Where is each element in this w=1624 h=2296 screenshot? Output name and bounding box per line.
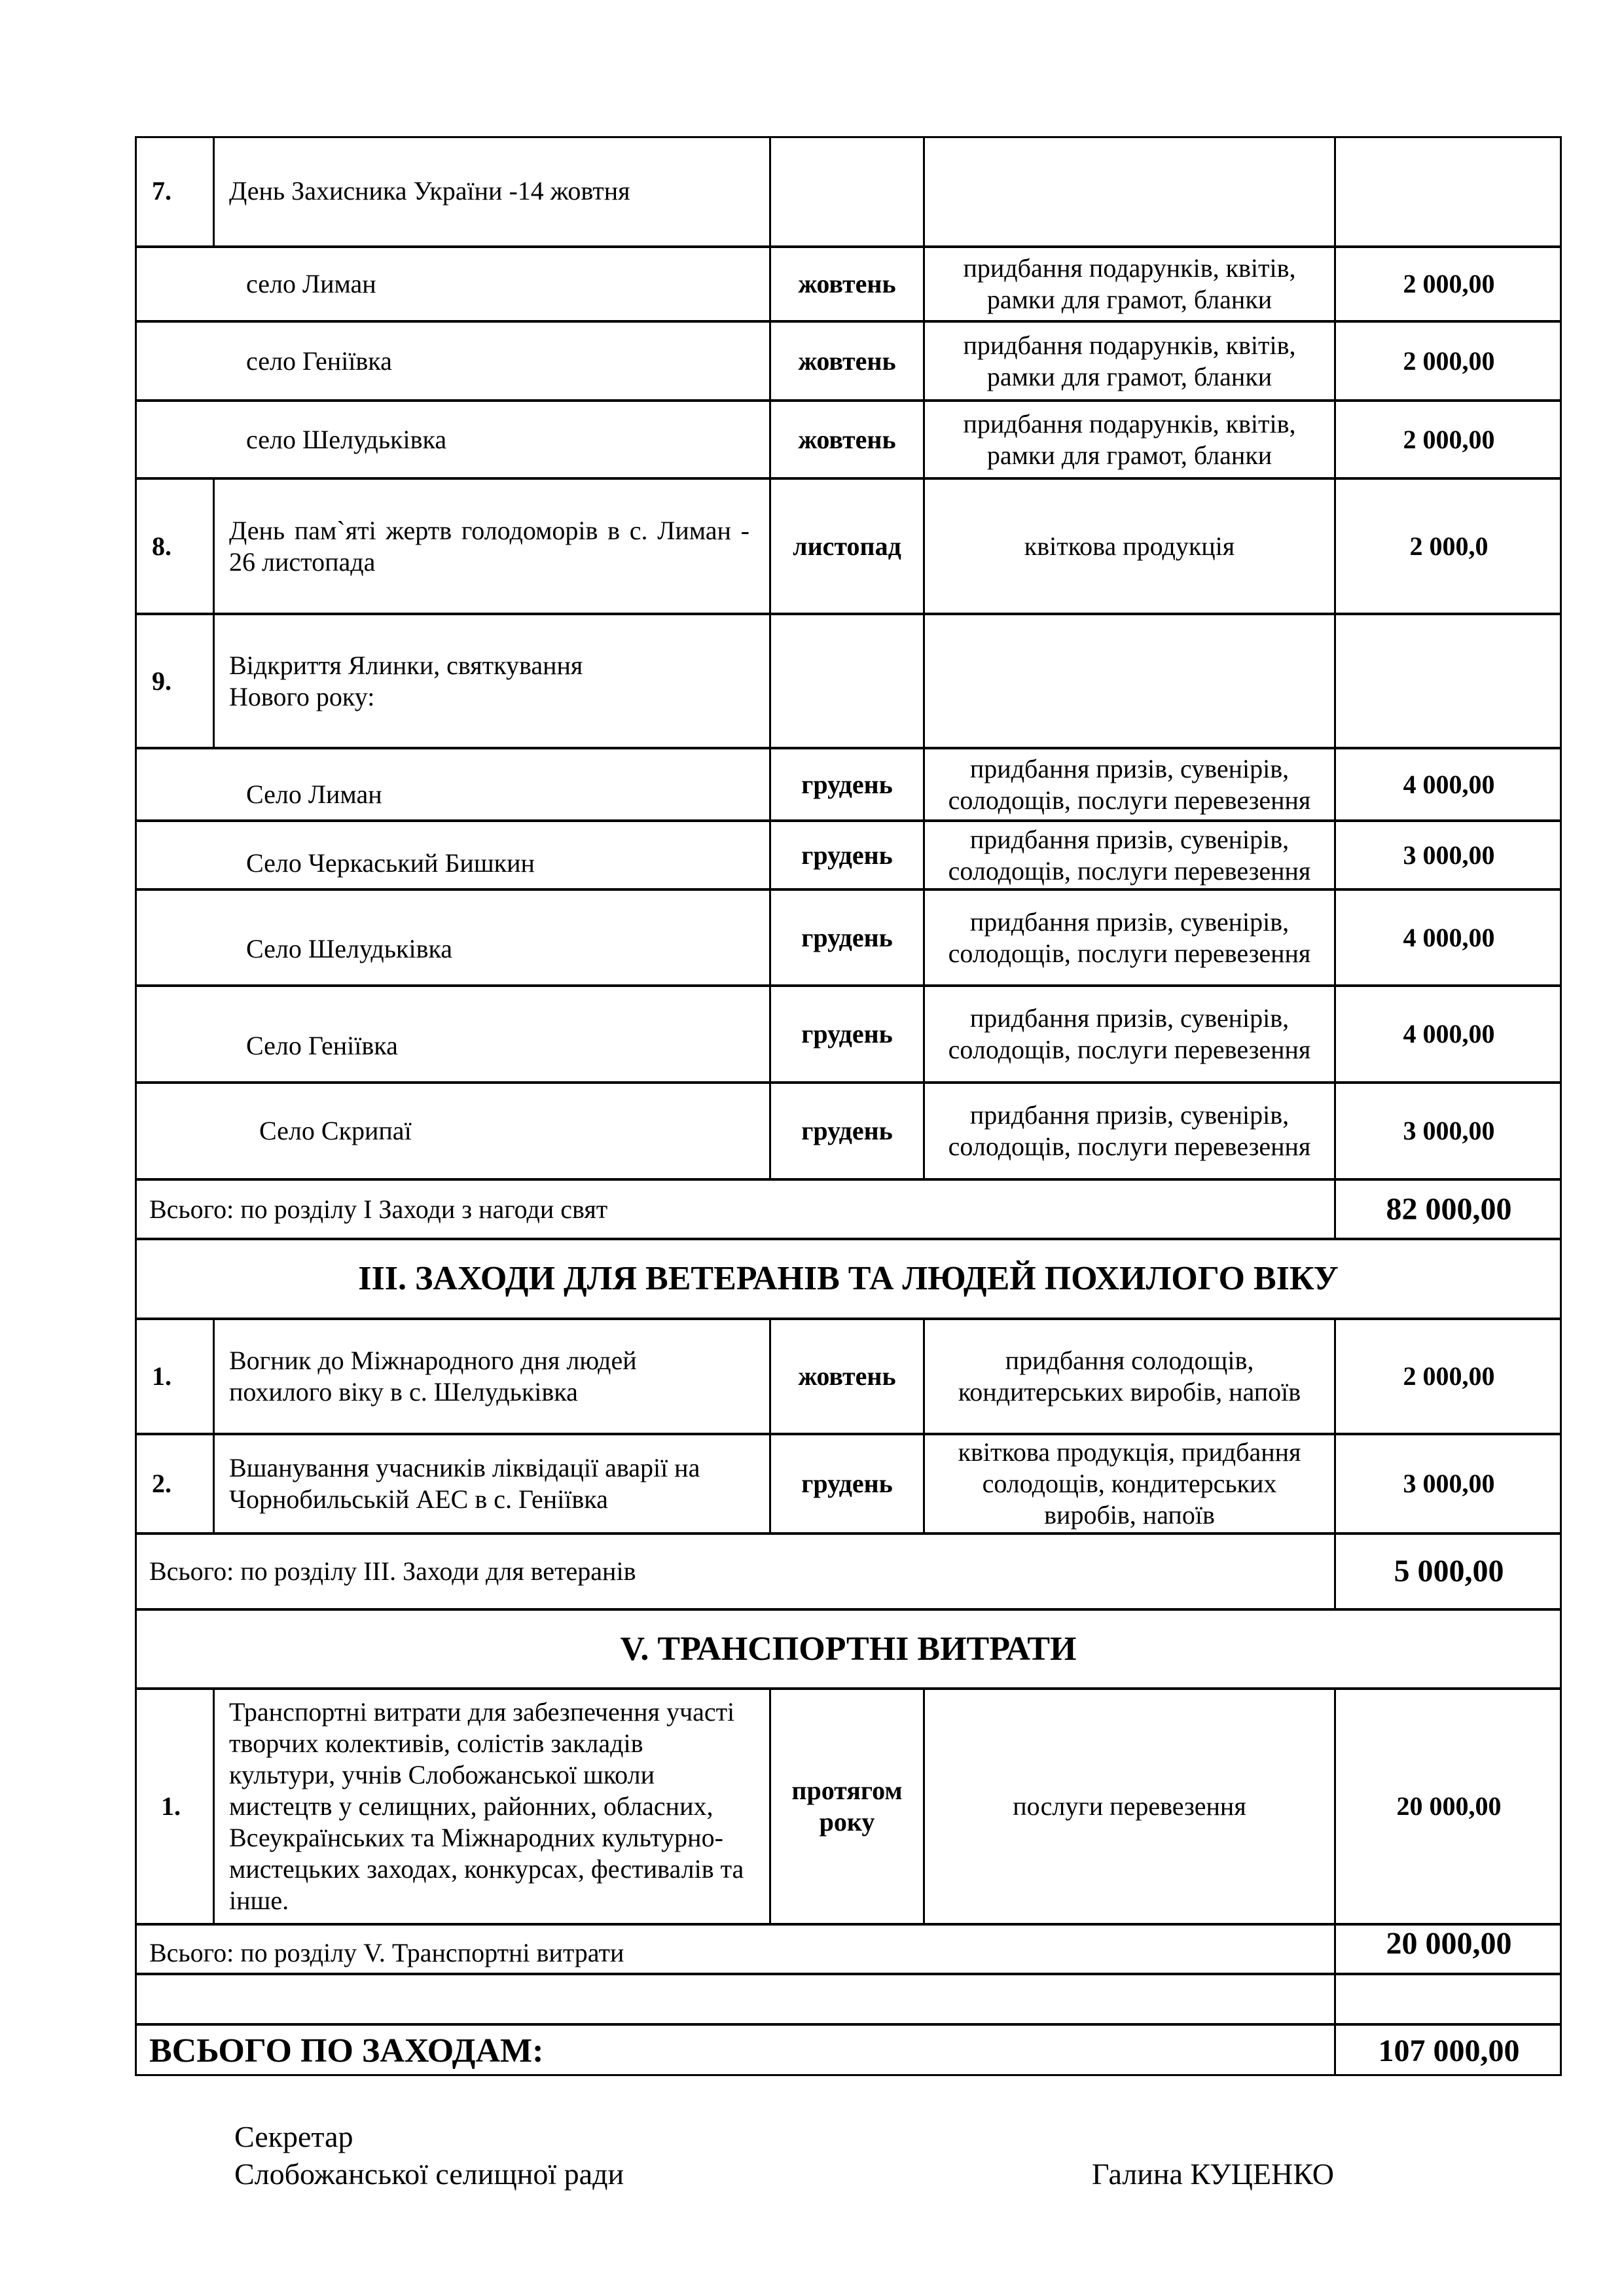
sum: 3 000,00 [1334,1435,1562,1532]
table-row [135,1433,1562,1532]
sum: 4 000,00 [1334,749,1562,819]
sum [1334,615,1562,747]
table-row [135,747,1562,819]
section-total-row [135,1923,1562,1973]
section-heading-row [135,1608,1562,1687]
sum: 3 000,00 [1334,1084,1562,1178]
purpose: придбання подарунків, квітів, рамки для грамот, бланки [923,402,1334,477]
empty-cell [135,1975,1334,2023]
signature-position-line2: Слобожанської селищної ради [234,2157,624,2191]
village-name: село Шелудьківка [246,424,447,454]
month: жовтень [769,1320,923,1433]
item-month [769,136,923,245]
purpose: придбання подарунків, квітів, рамки для грамот, бланки [923,323,1334,399]
grand-total-label: ВСЬОГО ПО ЗАХОДАМ: [149,2032,544,2070]
table-row-item-7 [135,136,1562,245]
village-name: село Лиман [246,269,376,298]
purpose: придбання призів, сувенірів, солодощів, послуги перевезення [923,1084,1334,1178]
table-row [135,984,1562,1081]
purpose: придбання призів, сувенірів, солодощів, послуги перевезення [923,891,1334,984]
item-title: День Захисника України -14 жовтня [213,136,769,245]
village-name: Село Геніївка [246,1031,398,1060]
section-total-sum: 20 000,00 [1334,1926,1562,1973]
month: грудень [769,1435,923,1532]
month: грудень [769,749,923,819]
purpose [923,615,1334,747]
sum: 2 000,00 [1334,323,1562,399]
section-total-row [135,1532,1562,1608]
section-total-row [135,1178,1562,1238]
section-heading: V. ТРАНСПОРТНІ ВИТРАТИ [620,1630,1077,1668]
purpose: придбання призів, сувенірів, солодощів, послуги перевезення [923,749,1334,819]
month: грудень [769,1084,923,1178]
village-name: Село Шелудьківка [246,934,453,963]
purpose: квіткова продукція [923,480,1334,613]
section-total-sum: 5 000,00 [1334,1535,1562,1608]
table-row-item-8 [135,477,1562,613]
sum: 3 000,00 [1334,822,1562,888]
month: протягом року [769,1690,923,1923]
empty-cell [1334,1975,1562,2023]
item-title: Транспортні витрати для забезпечення участі творчих колективів, солістів закладів культури, учнів Слобожанської школи мистецтв у селищних, районних, обласних, Всеукраїнських та Міжнародних культурно-мистецьких заходах, конкурсах, фестивалів та інше. [213,1690,769,1923]
section-total-label: Всього: по розділу V. Транспортні витрати [149,1938,624,1967]
sum: 2 000,00 [1334,248,1562,320]
table-row [135,320,1562,399]
month: листопад [769,480,923,613]
table-row [135,399,1562,477]
sum: 4 000,00 [1334,987,1562,1081]
village-name: Село Лиман [246,780,382,809]
village-name: Село Черкаський Бишкин [246,848,535,878]
table-row [135,819,1562,888]
month: жовтень [769,248,923,320]
section-heading-row [135,1238,1562,1318]
section-total-label: Всього: по розділу І Заходи з нагоди свят [149,1194,608,1224]
item-title: Вогник до Міжнародного дня людей похилого віку в с. Шелудьківка [213,1320,769,1433]
table-row-item-9 [135,613,1562,747]
sum: 4 000,00 [1334,891,1562,984]
month: грудень [769,987,923,1081]
month: грудень [769,822,923,888]
item-number: 2. [152,1469,171,1498]
empty-row [135,1973,1562,2023]
item-number: 1. [152,1361,171,1391]
section-total-sum: 82 000,00 [1334,1181,1562,1238]
sum: 2 000,00 [1334,402,1562,477]
signature-name: Галина КУЦЕНКО [1092,2157,1334,2191]
purpose: послуги перевезення [923,1690,1334,1923]
item-purpose [923,136,1334,245]
section-heading: ІІІ. ЗАХОДИ ДЛЯ ВЕТЕРАНІВ ТА ЛЮДЕЙ ПОХИЛОГО ВІКУ [358,1260,1339,1297]
village-name: Село Скрипаї [259,1116,412,1145]
table-row [135,1081,1562,1178]
table-row [135,1687,1562,1923]
purpose: придбання призів, сувенірів, солодощів, послуги перевезення [923,822,1334,888]
purpose: придбання призів, сувенірів, солодощів, послуги перевезення [923,987,1334,1081]
item-number: 7. [152,175,171,206]
item-number: 9. [152,666,171,696]
grand-total-sum: 107 000,00 [1334,2026,1562,2076]
village-name: село Геніївка [246,346,392,376]
month: жовтень [769,323,923,399]
item-title: День пам`яті жертв голодоморів в с. Лиман - 26 листопада [213,480,769,613]
month [769,615,923,747]
sum: 2 000,0 [1334,480,1562,613]
item-title: Відкриття Ялинки, святкування Нового року: [213,615,769,747]
signature-position-line1: Секретар [234,2120,353,2153]
month: жовтень [769,402,923,477]
purpose: придбання подарунків, квітів, рамки для грамот, бланки [923,248,1334,320]
table-row [135,1318,1562,1433]
item-sum [1334,136,1562,245]
item-title: Вшанування учасників ліквідації аварії на Чорнобильській АЕС в с. Геніївка [213,1435,769,1532]
table-row [135,245,1562,320]
sum: 2 000,00 [1334,1320,1562,1433]
purpose: придбання солодощів, кондитерських виробів, напоїв [923,1320,1334,1433]
table-row [135,888,1562,984]
section-total-label: Всього: по розділу ІІІ. Заходи для ветеранів [149,1556,636,1586]
grand-total-row [135,2023,1562,2076]
item-number: 1. [161,1791,181,1821]
sum: 20 000,00 [1334,1690,1562,1923]
item-number: 8. [152,531,171,561]
purpose: квіткова продукція, придбання солодощів, кондитерських виробів, напоїв [923,1435,1334,1532]
month: грудень [769,891,923,984]
